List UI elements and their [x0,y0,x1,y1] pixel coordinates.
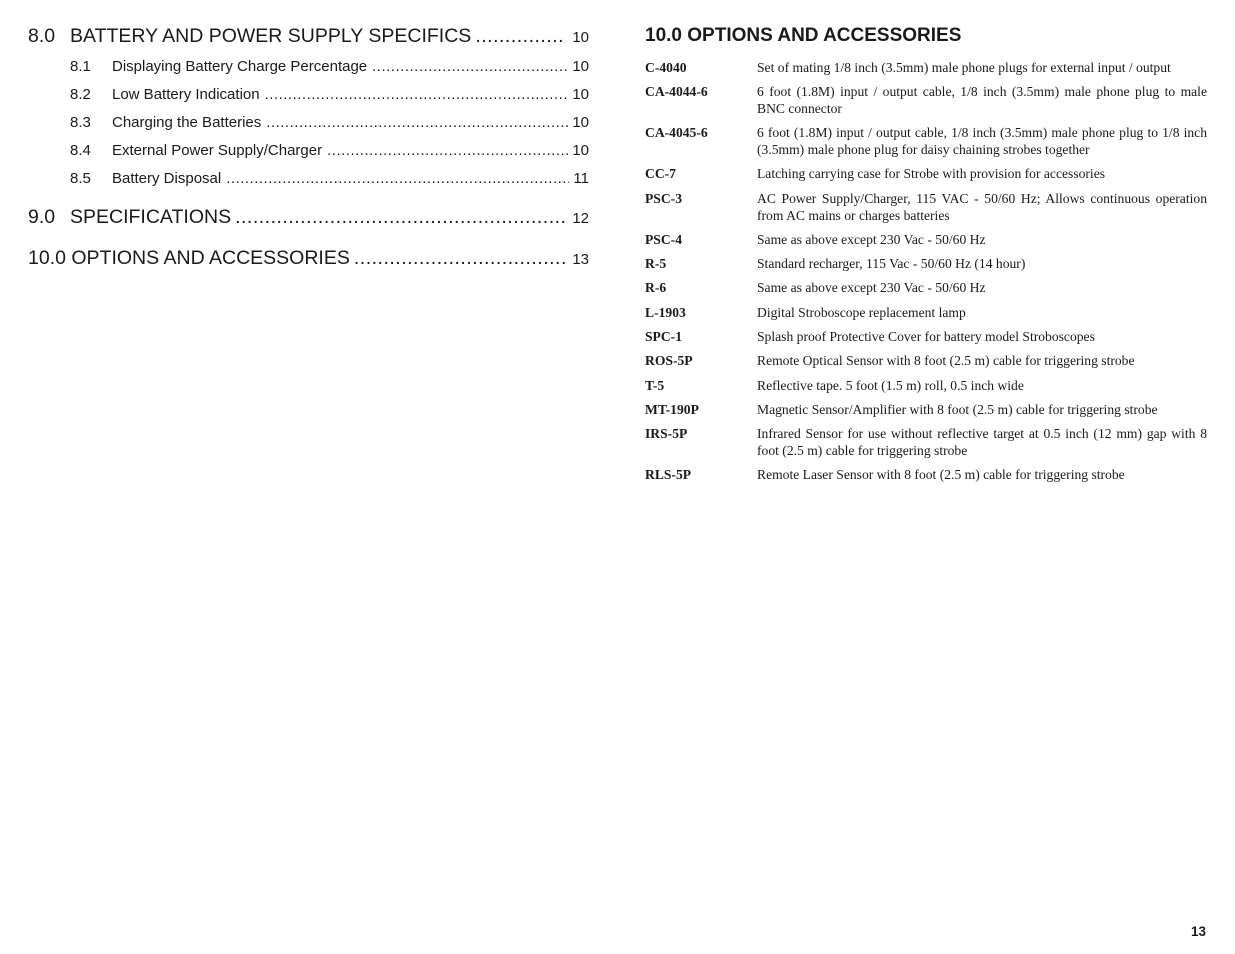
toc-number: 8.4 [70,142,91,159]
accessory-code: T-5 [645,378,665,393]
toc-number: 8.2 [70,86,91,103]
accessory-code: R-5 [645,256,667,271]
toc-page: 10 [572,142,589,159]
toc-title: SPECIFICATIONS [70,206,232,228]
toc-entry-10-0[interactable] [28,247,589,270]
toc-leader [475,25,565,48]
toc-number: 8.3 [70,114,91,131]
toc-number: 9.0 [28,206,56,228]
toc-title: Displaying Battery Charge Percentage [112,58,368,75]
toc-page: 10 [572,29,589,46]
toc-title: OPTIONS AND ACCESSORIES [71,247,350,269]
accessory-code: CC-7 [645,166,676,181]
toc-title: Low Battery Indication [112,86,260,103]
accessory-code: MT-190P [645,402,699,417]
accessory-description: Remote Optical Sensor with 8 foot (2.5 m) cable for triggering strobe [757,353,1135,368]
toc-number: 10.0 [28,247,66,269]
accessory-description: Latching carrying case for Strobe with provision for accessories [757,166,1106,181]
accessory-description: AC Power Supply/Charger, 115 VAC - 50/60 Hz; Allows continuous operation from AC mains or charges batteries [757,191,1207,223]
accessory-description: Splash proof Protective Cover for battery model Stroboscopes [757,329,1095,344]
page-number: 13 [1190,924,1206,939]
accessory-description: Standard recharger, 115 Vac - 50/60 Hz (14 hour) [757,256,1026,271]
accessory-description: Same as above except 230 Vac - 50/60 Hz [757,280,986,295]
toc-leader [226,170,569,187]
toc-entry-8-3[interactable] [70,114,589,131]
toc-leader [372,58,569,75]
toc-leader [354,247,565,270]
toc-page: 10 [572,114,589,131]
toc-page: 12 [572,210,589,227]
accessory-description: Infrared Sensor for use without reflective target at 0.5 inch (12 mm) gap with 8 foot (2.5 m) cable for triggering strobe [757,426,1207,458]
toc-title: Battery Disposal [112,170,222,187]
accessory-code: C-4040 [645,60,687,75]
toc-entry-9-0[interactable] [28,206,589,229]
accessory-description: Magnetic Sensor/Amplifier with 8 foot (2.5 m) cable for triggering strobe [757,402,1158,417]
toc-title: Charging the Batteries [112,114,262,131]
toc-title-with-number [28,247,350,270]
toc-entry-8-2[interactable] [70,86,589,103]
accessory-code: SPC-1 [645,329,683,344]
accessory-description: Digital Stroboscope replacement lamp [757,305,966,320]
toc-leader [265,86,569,103]
toc-entry-8-0[interactable] [28,25,589,48]
accessory-description: 6 foot (1.8M) input / output cable, 1/8 inch (3.5mm) male phone plug to 1/8 inch (3.5mm) male phone plug for daisy chaining strobes together [757,125,1207,157]
toc-title: BATTERY AND POWER SUPPLY SPECIFICS [70,25,472,47]
accessory-description: Reflective tape. 5 foot (1.5 m) roll, 0.5 inch wide [757,378,1024,393]
toc-number: 8.5 [70,170,91,187]
section-heading: 10.0 OPTIONS AND ACCESSORIES [645,25,962,46]
toc-leader [235,206,565,229]
toc-entry-8-1[interactable] [70,58,589,75]
accessory-description: Set of mating 1/8 inch (3.5mm) male phone plugs for external input / output [757,60,1171,75]
accessory-code: IRS-5P [645,426,688,441]
toc-page: 13 [572,251,589,268]
toc-leader [327,142,569,159]
accessory-description: 6 foot (1.8M) input / output cable, 1/8 inch (3.5mm) male phone plug to male BNC connector [757,84,1207,116]
toc-page: 11 [573,170,589,187]
toc-page: 10 [572,86,589,103]
accessory-description: Same as above except 230 Vac - 50/60 Hz [757,232,986,247]
accessory-code: CA-4044-6 [645,84,708,99]
accessory-description: Remote Laser Sensor with 8 foot (2.5 m) cable for triggering strobe [757,467,1125,482]
toc-entry-8-4[interactable] [70,142,589,159]
toc-entry-8-5[interactable] [70,170,589,187]
toc-title: External Power Supply/Charger [112,142,323,159]
toc-leader [266,114,569,131]
accessory-code: PSC-4 [645,232,683,247]
toc-page: 10 [572,58,589,75]
accessory-code: RLS-5P [645,467,692,482]
accessory-code: L-1903 [645,305,686,320]
accessory-code: R-6 [645,280,667,295]
toc-number: 8.1 [70,58,91,75]
accessory-code: CA-4045-6 [645,125,708,140]
accessory-code: PSC-3 [645,191,683,206]
toc-number: 8.0 [28,25,56,47]
accessory-code: ROS-5P [645,353,693,368]
